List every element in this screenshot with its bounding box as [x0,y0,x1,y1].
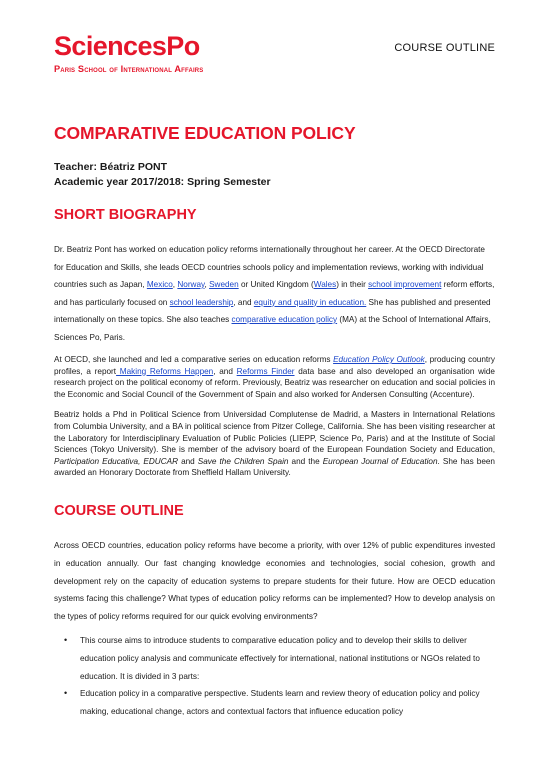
course-title: COMPARATIVE EDUCATION POLICY [54,123,356,143]
short-biography-heading: SHORT BIOGRAPHY [54,207,197,223]
list-item: • Education policy in a comparative perspective. Students learn and review theory of education policy and policy making, educational change, actors and contextual factors that influence education policy [72,685,495,721]
document-body [54,123,495,721]
link-making-reforms-happen[interactable]: Making Reforms Happen [116,366,214,376]
outline-bullet-list [54,632,495,721]
link-reforms-finder[interactable]: Reforms Finder [236,366,295,376]
bio-paragraph-1: Dr. Beatriz Pont has worked on education policy reforms internationally throughout her career. At the OECD Directorate for Education and Skills, she leads OECD countries schools policy and implementation reviews, working with individual countries such as Japan, Mexico, Norway, Sweden or United Kingdom (Wales) in their school improvement reform efforts, and has particularly focused on school leadership, and equity and quality in education. She has published and presented internationally on these topics. She also teaches comparative education policy (MA) at the School of International Affairs, Sciences Po, Paris. [54,245,495,342]
header-course-outline-label: COURSE OUTLINE [394,42,495,54]
link-school-improvement[interactable]: school improvement [368,280,442,289]
link-sweden[interactable]: Sweden [209,280,239,289]
logo-wordmark: SciencesPo [54,31,200,61]
logo-subtitle: Paris School of International Affairs [54,64,204,74]
link-comparative-education-policy[interactable]: comparative education policy [231,315,338,324]
link-norway[interactable]: Norway [177,280,205,289]
course-meta [54,160,495,190]
outline-paragraph: Across OECD countries, education policy reforms have become a priority, with over 12% of public expenditures invested in education annually. Our fast changing knowledge economies and technologies, social cohesion, growth and development rely on the capacity of education systems to prepare students for their future. How are OECD education systems facing this challenge? What types of education policy reforms can be implemented? How to develop analysis on the types of policy reforms required for our quick evolving environments? [54,540,495,622]
link-wales[interactable]: Wales [313,280,337,289]
link-equity-quality[interactable]: equity and quality in education. [253,297,367,307]
teacher-line: Teacher: Béatriz PONT [54,161,168,173]
bio-paragraph-2: At OECD, she launched and led a comparative series on education reforms Education Policy Outlook, producing country profiles, a report Making Reforms Happen, and Reforms Finder data base and also developed an organisation wide research project on the political economy of reform. Previously, Beatriz was researcher on education and social policies in the Economic and Social Council of the Government of Spain and also worked for Andersen Consulting (Accenture). [54,355,495,399]
bio-paragraph-3: Beatriz holds a Phd in Political Science from Universidad Complutense de Madrid, a Masters in International Relations from Columbia University, and a BA in political science from Pitzer College, California. She has been visiting researcher at the Laboratory for Interdisciplinary Evaluation of Public Policies (LIEPP, Science Po, Paris) and at the Institute of Social Sciences (Tokyo University). She is member of the advisory board of the European Foundation Society and Education, Participation Educativa, EDUCAR and Save the Children Spain and the European Journal of Education. She has been awarded an Honorary Doctorate from Sheffield Hallam University. [54,410,495,478]
link-school-leadership[interactable]: school leadership [169,297,234,307]
academic-year-line: Academic year 2017/2018: Spring Semester [54,176,271,188]
sciences-po-logo [54,33,203,74]
link-mexico[interactable]: Mexico [146,280,173,289]
link-education-policy-outlook[interactable]: Education Policy Outlook [333,355,425,364]
course-outline-heading: COURSE OUTLINE [54,502,184,519]
list-item: • This course aims to introduce students to comparative education policy and to develop their skills to deliver education policy analysis and communicate effectively for international, national institutions or NGOs related to education. It is divided in 3 parts: [72,632,495,685]
